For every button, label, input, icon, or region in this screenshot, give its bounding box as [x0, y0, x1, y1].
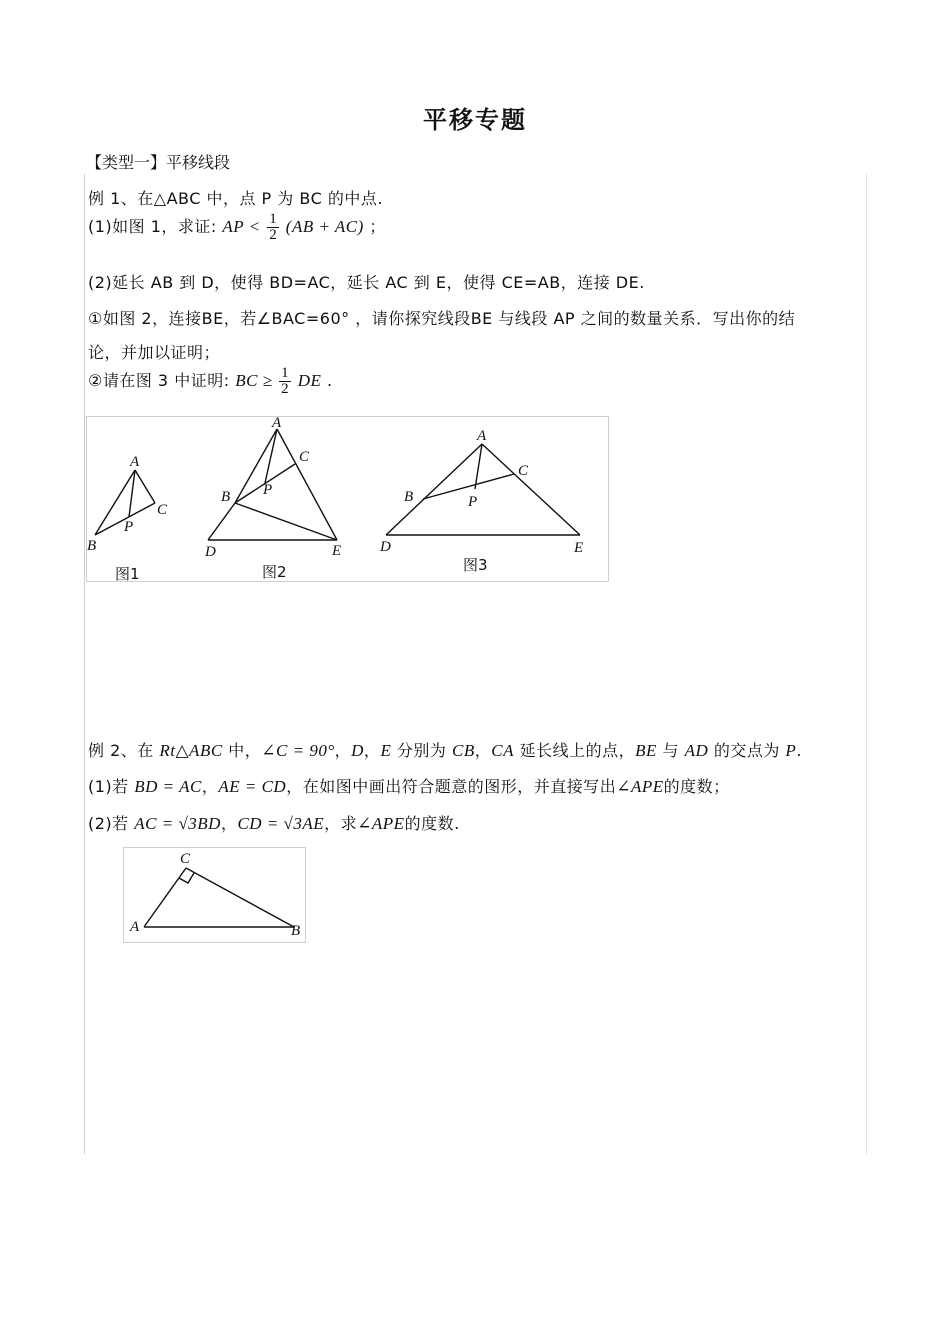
ex1-q2b-math-right: DE: [297, 371, 322, 390]
ex2-l3-d: 的度数.: [404, 814, 460, 833]
fig2-segment-BE: [235, 503, 337, 540]
ex2-l2-c: ，在如图中画出符合题意的图形，并直接写出: [286, 777, 617, 796]
fig3-segment-AP: [475, 444, 482, 489]
fig2-label-A: A: [272, 417, 282, 431]
ex2-l1-c: ，: [334, 741, 352, 760]
fig2-label-C: C: [299, 449, 310, 465]
fig1-caption: 图1: [115, 565, 140, 581]
fig2-label-B: B: [221, 489, 231, 505]
ex1-figure-panel: [86, 416, 609, 582]
fig3-label-A: A: [477, 428, 487, 444]
ex1-intro: 例 1、在△ABC 中，点 P 为 BC 的中点.: [88, 189, 383, 208]
ex2-l1-f: ，: [474, 741, 492, 760]
ex1-q2a-line1: ①如图 2，连接BE，若∠BAC=60° ，请你探究线段BE 与线段 AP 之间的数量关系．写出你的结: [88, 309, 796, 328]
ex1-q2b: [88, 366, 333, 397]
ex2-l3-m3: ∠APE: [357, 814, 405, 833]
ex2-segment-CB: [186, 868, 294, 927]
ex2-l2-m3: ∠APE: [616, 777, 664, 796]
ex1-q1: [88, 212, 386, 243]
fig2-label-E: E: [332, 543, 342, 559]
fig1-label-C: C: [157, 502, 168, 518]
fig3-segment-AD: [386, 444, 482, 535]
fig3-caption: 图3: [463, 556, 488, 574]
ex2-l1-b: 中，: [222, 741, 262, 760]
section-heading: 【类型一】平移线段: [86, 153, 231, 172]
figure3-geometry: [386, 444, 580, 535]
ex2-figure-panel: [123, 847, 306, 943]
frame-left-border: [84, 174, 85, 1154]
ex2-l1-m5: CB: [452, 741, 475, 760]
fraction-denominator: 2: [281, 381, 290, 397]
ex1-q2b-fraction: [279, 366, 291, 397]
fraction-denominator: 2: [269, 227, 278, 243]
ex2-line1: [88, 738, 802, 761]
fig3-segment-AE: [482, 444, 580, 535]
fig2-label-D: D: [205, 544, 216, 560]
ex2-triangle: [144, 868, 294, 927]
ex2-l2-a: (1)若: [88, 777, 135, 796]
fig3-label-B: B: [404, 489, 414, 505]
ex2-l1-m8: AD: [684, 741, 709, 760]
ex2-label-C: C: [180, 851, 191, 867]
ex2-l1-m7: BE: [635, 741, 657, 760]
ex2-figure-svg: [124, 848, 305, 942]
page-title: 平移专题: [423, 106, 527, 134]
fraction-numerator: 1: [281, 365, 290, 381]
ex2-l3-c: ，求: [324, 814, 358, 833]
ex1-q2b-prefix: ②请在图 3 中证明:: [88, 371, 230, 390]
fig3-label-P: P: [468, 494, 478, 510]
fig2-segment-AP: [265, 429, 277, 483]
ex1-q1-suffix: ；: [369, 217, 386, 236]
fig1-label-B: B: [87, 538, 97, 554]
ex2-l1-m6: CA: [491, 741, 514, 760]
ex2-l1-j: .: [796, 741, 802, 760]
ex2-l1-h: 与: [656, 741, 685, 760]
ex2-l1-m4: E: [380, 741, 392, 760]
fig1-label-P: P: [124, 519, 134, 535]
ex1-q2b-suffix: .: [326, 371, 333, 390]
ex2-l3-m1: AC = √3BD: [134, 814, 221, 833]
fig1-label-A: A: [130, 454, 140, 470]
ex2-line3: [88, 811, 460, 834]
ex1-q1-math-right: (AB + AC): [285, 217, 364, 236]
ex2-l2-d: 的度数；: [663, 777, 730, 796]
fraction-numerator: 1: [269, 211, 278, 227]
ex2-l1-a: 例 2、在: [88, 741, 154, 760]
ex2-l1-e: 分别为: [391, 741, 453, 760]
ex2-l2-m2: AE = CD: [218, 777, 287, 796]
ex2-label-A: A: [130, 919, 140, 935]
ex2-segment-AC: [144, 868, 186, 927]
ex2-l1-m3: D: [351, 741, 364, 760]
ex2-l1-i: 的交点为: [708, 741, 786, 760]
figure2-geometry: [208, 429, 337, 540]
ex2-l1-d: ，: [363, 741, 381, 760]
ex1-q1-fraction: [267, 212, 279, 243]
ex2-l2-m1: BD = AC: [134, 777, 202, 796]
ex1-q2b-math-left: BC ≥: [235, 371, 273, 390]
ex1-q2: (2)延长 AB 到 D，使得 BD=AC，延长 AC 到 E，使得 CE=AB，连接 DE.: [88, 273, 645, 292]
ex2-label-B: B: [291, 923, 301, 939]
ex2-l2-b: ，: [201, 777, 219, 796]
fig2-segment-AE: [277, 429, 337, 540]
fig3-label-C: C: [518, 463, 529, 479]
ex2-l1-m9: P: [785, 741, 797, 760]
fig2-segment-BD: [208, 503, 235, 540]
fig1-segment-AC: [135, 470, 155, 503]
frame-right-border: [866, 174, 867, 1154]
ex2-l3-a: (2)若: [88, 814, 135, 833]
fig3-label-E: E: [574, 540, 584, 556]
ex2-l1-m1: Rt△ABC: [159, 741, 223, 760]
ex1-q1-math-left: AP <: [222, 217, 261, 236]
fig3-label-D: D: [380, 539, 391, 555]
fig2-label-P: P: [263, 482, 273, 498]
ex2-l1-m2: ∠C = 90°: [261, 741, 335, 760]
ex2-l3-b: ，: [220, 814, 238, 833]
ex2-l1-g: 延长线上的点，: [514, 741, 636, 760]
ex1-q1-prefix: (1)如图 1，求证:: [88, 217, 217, 236]
ex1-q2a-line2: 论，并加以证明；: [88, 343, 221, 362]
ex2-line2: [88, 774, 730, 797]
ex1-figures-svg: [87, 417, 608, 581]
ex2-l3-m2: CD = √3AE: [237, 814, 325, 833]
fig2-caption: 图2: [262, 563, 287, 581]
